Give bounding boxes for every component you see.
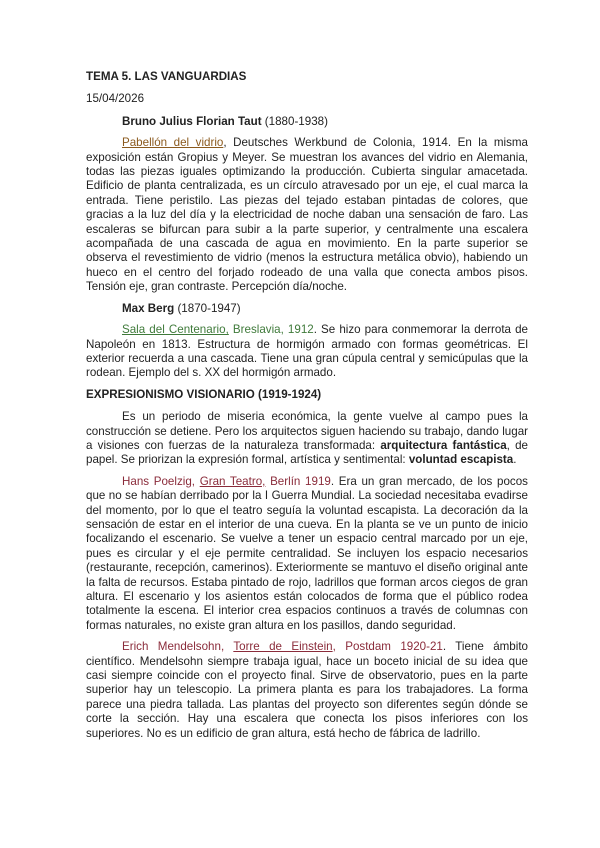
- berg-paragraph: [86, 323, 528, 381]
- gran-teatro-link[interactable]: Gran Teatro,: [199, 474, 266, 488]
- intro-bold-1: arquitectura fantástica: [380, 438, 507, 452]
- berg-place: Breslavia, 1912: [232, 323, 314, 337]
- doc-title: TEMA 5. LAS VANGUARDIAS: [86, 70, 247, 83]
- berg-text: . Se hizo para conmemorar la derrota de Napoleón en 1813. Estructura de hormigón armado con formas geométricas. El exterior recuerda a una cascada. Tiene una gran cúpula central y semicúpulas que la rodean. Ejemplo del s. XX del hormigón armado.: [86, 323, 528, 380]
- intro-text: Es un periodo de miseria económica, la gente vuelve al campo pues la construcción se detiene. Pero los arquitectos siguen haciendo su trabajo, dando lugar a visiones con fuerzas de la naturaleza transformada:: [86, 410, 528, 452]
- poelzig-paragraph: [86, 475, 528, 633]
- expresionismo-heading: EXPRESIONISMO VISIONARIO (1919-1924): [86, 387, 322, 401]
- taut-heading: [86, 115, 528, 129]
- poelzig-name: Hans Poelzig,: [122, 474, 195, 488]
- torre-einstein-link[interactable]: Torre de Einstein: [233, 640, 333, 654]
- intro-mid-text: , de papel. Se priorizan la expresión formal, artística y sentimental:: [86, 438, 528, 467]
- expresionismo-intro: [86, 410, 528, 468]
- taut-paragraph: [86, 136, 528, 294]
- mendelsohn-paragraph: [86, 640, 528, 741]
- mendelsohn-name: Erich Mendelsohn,: [122, 640, 225, 654]
- sala-centenario-link[interactable]: Sala del Centenario,: [122, 323, 229, 337]
- poelzig-place: Berlín 1919: [270, 474, 331, 488]
- intro-end: .: [513, 453, 517, 467]
- mendelsohn-text: . Tiene ámbito científico. Mendelsohn siempre trabaja igual, hace un boceto inicial de su idea que casi siempre coincide con el proyecto final. Sirve de observatorio, pues en la parte superior hay un telescopio. La primera planta es para los trabajadores. La forma parece una piedra tallada. Las plantas del proyecto son diferentes según dónde se corte la sección. Hay una escalera que conecta los pisos inferiores con los superiores. No es un edificio de gran altura, está hecho de fábrica de ladrillo.: [86, 640, 529, 740]
- berg-heading: [86, 302, 528, 316]
- mendelsohn-place: , Postdam 1920-21: [332, 640, 443, 654]
- taut-years: (1880-1938): [264, 114, 328, 128]
- document-body: [86, 70, 528, 748]
- doc-date: 15/04/2026: [86, 92, 145, 106]
- berg-name: Max Berg: [122, 301, 175, 315]
- poelzig-text: . Era un gran mercado, de los pocos que no se habían derribado por la I Guerra Mundial. La sociedad necesitaba evadirse del momento, por lo que el teatro seguía la voluntad escapista. La decoración da la sensación de estar en el interior de una cueva. En la planta se ve un punto de inicio focalizando el escenario. Se vuelve a tener un espacio central marcado por un eje, pues es circular y el eje permite centralidad. Se incluyen los espacio necesarios (restaurante, recepción, camerinos). Exteriormente se mantuvo el diseño original ante la falta de recursos. Estaba pintado de rojo, ladrillos que forman arcos ciegos de gran altura. El escenario y los asientos están colocados de forma que el público rodea totalmente la escena. El interior crea espacios continuos a través de columnas con formas naturales, no existe gran altura en los pasillos, dando seguridad.: [86, 474, 528, 632]
- intro-bold-2: voluntad escapista: [408, 453, 514, 467]
- taut-name: Bruno Julius Florian Taut: [122, 114, 262, 128]
- pabellon-vidrio-link[interactable]: Pabellón del vidrio: [122, 136, 224, 150]
- taut-text: , Deutsches Werkbund de Colonia, 1914. En la misma exposición están Gropius y Meyer. Se muestran los avances del vidrio en Alemania, todas las piezas iguales optimizando la producción. Cubierta singular amacetada. Edificio de planta centralizada, es un círculo atravesado por un eje, el cual marca la entrada. Tiene peristilo. Las piezas del tejado estaban pintadas de colores, que gracias a la luz del día y la electricidad de noche daban una sensación de faro. Las escaleras se bifurcan para subir a la parte superior, y centralmente una escalera acompañada de una cascada de agua en movimiento. En la parte superior se observa el revestimiento de vidrio (menos la estructura metálica obvio), habiendo un hueco en el centro del forjado rodeado de una valla que conecta ambos pisos. Tensión eje, gran contraste. Percepción día/noche.: [86, 136, 528, 294]
- berg-years: (1870-1947): [177, 301, 241, 315]
